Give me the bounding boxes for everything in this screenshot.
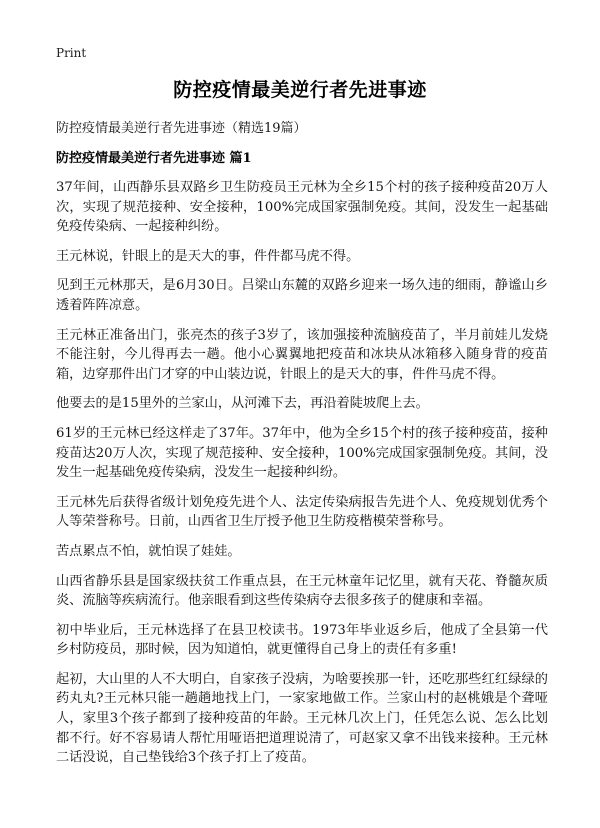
article-body (56, 178, 548, 778)
paragraph: 起初，大山里的人不大明白，自家孩子没病，为啥要挨那一针，还吃那些红红绿绿的药丸丸?王元林只能一趟趟地找上门，一家家地做工作。兰家山村的赵桃娥是个聋哑人，家里3个孩子都到了接种疫苗的年龄。王元林几次上门，任凭怎么说、怎么比划都不行。好不容易请人帮忙用哑语把道理说清了，可赵家又拿不出钱来接种。王元林二话没说，自己垫钱给3个孩子打上了疫苗。 (56, 671, 548, 766)
paragraph: 王元林先后获得省级计划免疫先进个人、法定传染病报告先进个人、免疫规划优秀个人等荣誉称号。日前，山西省卫生厅授予他卫生防疫楷模荣誉称号。 (56, 494, 548, 530)
print-link[interactable]: Print (56, 46, 87, 60)
page-title: 防控疫情最美逆行者先进事迹 (173, 79, 427, 101)
paragraph: 见到王元林那天，是6月30日。吕梁山东麓的双路乡迎来一场久违的细雨，静谧山乡透着阵阵凉意。 (56, 278, 548, 313)
paragraph: 王元林正准备出门，张亮杰的孩子3岁了，该加强接种流脑疫苗了，半月前娃儿发烧不能注射，今儿得再去一趟。他小心翼翼地把疫苗和冰块从冰箱移入随身背的疫苗箱，边穿那件出门才穿的中山装边说，针眼上的是天大的事，件件马虎不得。 (56, 327, 548, 382)
section-heading: 防控疫情最美逆行者先进事迹 篇1 (56, 151, 252, 166)
paragraph: 苦点累点不怕，就怕误了娃娃。 (56, 543, 241, 559)
paragraph: 初中毕业后，王元林选择了在县卫校读书。1973年毕业返乡后，他成了全县第一代乡村防疫员，那时候，因为知道怕，就更懂得自己身上的责任有多重! (56, 622, 548, 658)
paragraph: 王元林说，针眼上的是天大的事，件件都马虎不得。 (56, 248, 360, 264)
document-subtitle: 防控疫情最美逆行者先进事迹（精选19篇） (56, 121, 307, 136)
paragraph: 山西省静乐县是国家级扶贫工作重点县，在王元林童年记忆里，就有天花、脊髓灰质炎、流脑等疾病流行。他亲眼看到这些传染病夺去很多孩子的健康和幸福。 (56, 573, 548, 609)
paragraph: 37年间，山西静乐县双路乡卫生防疫员王元林为全乡15个村的孩子接种疫苗20万人次，实现了规范接种、安全接种，100%完成国家强制免疫。其间，没发生一起基础免疫传染病、一起接种纠纷。 (56, 180, 548, 235)
paragraph: 他要去的是15里外的兰家山，从河滩下去，再沿着陡坡爬上去。 (56, 396, 429, 412)
paragraph: 61岁的王元林已经这样走了37年。37年中，他为全乡15个村的孩子接种疫苗，接种疫苗达20万人次，实现了规范接种、安全接种，100%完成国家强制免疫。其间，没发生一起基础免疫传染病，没发生一起接种纠纷。 (56, 425, 548, 481)
